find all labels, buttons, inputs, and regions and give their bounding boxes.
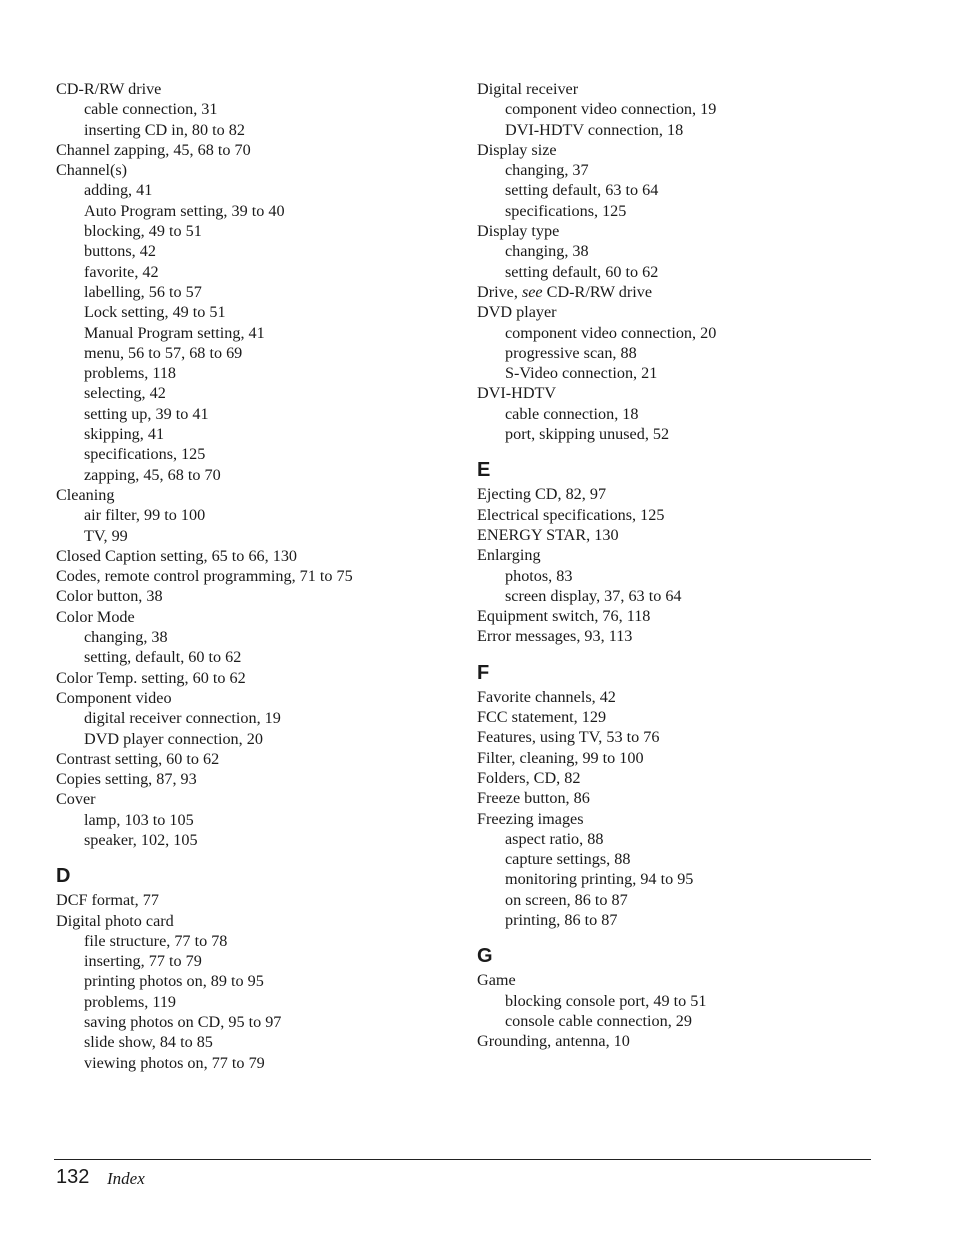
index-entry: Color Mode [56,607,135,626]
index-subentry: printing photos on, 89 to 95 [84,972,264,991]
index-entry: Cover [56,790,96,809]
index-entry: Display size [477,140,557,159]
index-subentry: capture settings, 88 [505,850,631,869]
index-subentry: labelling, 56 to 57 [84,282,202,301]
index-subentry: S-Video connection, 21 [505,364,658,383]
index-subentry: skipping, 41 [84,425,165,444]
index-subentry: progressive scan, 88 [505,343,637,362]
footer-rule [54,1159,871,1160]
index-subentry: viewing photos on, 77 to 79 [84,1053,265,1072]
index-subentry: Lock setting, 49 to 51 [84,303,226,322]
index-entry: Folders, CD, 82 [477,768,581,787]
index-subentry: DVD player connection, 20 [84,729,263,748]
index-entry: Component video [56,688,172,707]
entry-text: Drive, [477,282,522,301]
index-entry: Game [477,971,516,990]
index-subentry: photos, 83 [505,566,573,585]
index-subentry: Auto Program setting, 39 to 40 [84,201,285,220]
index-entry: Contrast setting, 60 to 62 [56,749,220,768]
index-entry: Error messages, 93, 113 [477,627,633,646]
index-entry: Color button, 38 [56,587,163,606]
index-subentry: port, skipping unused, 52 [505,425,670,444]
index-entry: Display type [477,222,560,241]
index-subentry: selecting, 42 [84,384,166,403]
index-subentry: inserting, 77 to 79 [84,952,202,971]
index-subentry: buttons, 42 [84,242,156,261]
index-subentry: problems, 118 [84,364,177,383]
index-entry: DVD player [477,303,557,322]
index-entry: Cleaning [56,485,115,504]
index-entry: Freeze button, 86 [477,789,590,808]
index-subentry: setting default, 63 to 64 [505,181,659,200]
index-subentry: zapping, 45, 68 to 70 [84,465,221,484]
index-entry: Filter, cleaning, 99 to 100 [477,748,644,767]
index-column-right [477,79,897,1051]
index-entry: DCF format, 77 [56,891,159,910]
index-entry [477,282,897,302]
index-subentry: lamp, 103 to 105 [84,810,194,829]
index-subentry: component video connection, 20 [505,323,717,342]
index-subentry: problems, 119 [84,992,177,1011]
index-entry: Digital receiver [477,80,579,98]
index-subentry: printing, 86 to 87 [505,910,618,929]
index-subentry: slide show, 84 to 85 [84,1033,213,1052]
index-subentry: saving photos on CD, 95 to 97 [84,1013,282,1032]
index-subentry: cable connection, 18 [505,404,639,423]
index-entry: Features, using TV, 53 to 76 [477,728,660,747]
index-subentry: changing, 38 [84,628,168,647]
index-subentry: file structure, 77 to 78 [84,931,228,950]
index-subentry: setting, default, 60 to 62 [84,648,242,667]
index-subentry: aspect ratio, 88 [505,829,604,848]
index-subentry: TV, 99 [84,526,128,545]
index-entry: Grounding, antenna, 10 [477,1032,630,1051]
index-subentry: monitoring printing, 94 to 95 [505,870,694,889]
index-subentry: changing, 38 [505,242,589,261]
index-subentry: on screen, 86 to 87 [505,890,628,909]
index-subentry: setting up, 39 to 41 [84,404,209,423]
footer-section-label: Index [107,1169,145,1188]
index-entry: Equipment switch, 76, 118 [477,607,651,626]
section-letter-g: G [477,945,493,968]
index-entry: Channel(s) [56,161,128,180]
index-subentry: menu, 56 to 57, 68 to 69 [84,343,243,362]
index-entry: Copies setting, 87, 93 [56,770,197,789]
index-subentry: inserting CD in, 80 to 82 [84,120,245,139]
index-subentry: speaker, 102, 105 [84,830,198,849]
index-subentry: DVI-HDTV connection, 18 [505,120,684,139]
index-entry: Enlarging [477,546,541,565]
index-entry: CD-R/RW drive [56,80,162,98]
index-entry: Digital photo card [56,911,174,930]
index-subentry: favorite, 42 [84,262,159,281]
see-reference: see [521,282,543,301]
index-subentry: specifications, 125 [84,445,206,464]
index-entry: Electrical specifications, 125 [477,505,665,524]
section-letter-d: D [56,865,71,888]
index-subentry: cable connection, 31 [84,100,218,119]
index-subentry: setting default, 60 to 62 [505,262,659,281]
page-number: 132 [56,1166,90,1188]
index-entry: Freezing images [477,809,584,828]
index-subentry: console cable connection, 29 [505,1011,692,1030]
section-letter-f: F [477,661,490,684]
index-column-left [56,79,456,1073]
index-subentry: changing, 37 [505,161,589,180]
index-subentry: digital receiver connection, 19 [84,709,281,728]
index-entry: Favorite channels, 42 [477,687,616,706]
index-subentry: screen display, 37, 63 to 64 [505,586,682,605]
index-entry: Channel zapping, 45, 68 to 70 [56,140,251,159]
index-subentry: Manual Program setting, 41 [84,323,265,342]
index-subentry: adding, 41 [84,181,153,200]
index-subentry: air filter, 99 to 100 [84,506,206,525]
section-letter-e: E [477,459,491,482]
index-entry: FCC statement, 129 [477,708,607,727]
index-subentry: component video connection, 19 [505,100,717,119]
index-entry: Closed Caption setting, 65 to 66, 130 [56,546,298,565]
index-entry: Codes, remote control programming, 71 to 75 [56,567,353,586]
index-entry: DVI-HDTV [477,384,557,403]
index-subentry: blocking console port, 49 to 51 [505,991,707,1010]
index-entry: ENERGY STAR, 130 [477,525,619,544]
entry-text-reference: CD-R/RW drive [542,282,653,301]
index-subentry: blocking, 49 to 51 [84,222,202,241]
index-subentry: specifications, 125 [505,201,627,220]
index-entry: Color Temp. setting, 60 to 62 [56,668,246,687]
index-entry: Ejecting CD, 82, 97 [477,485,607,504]
